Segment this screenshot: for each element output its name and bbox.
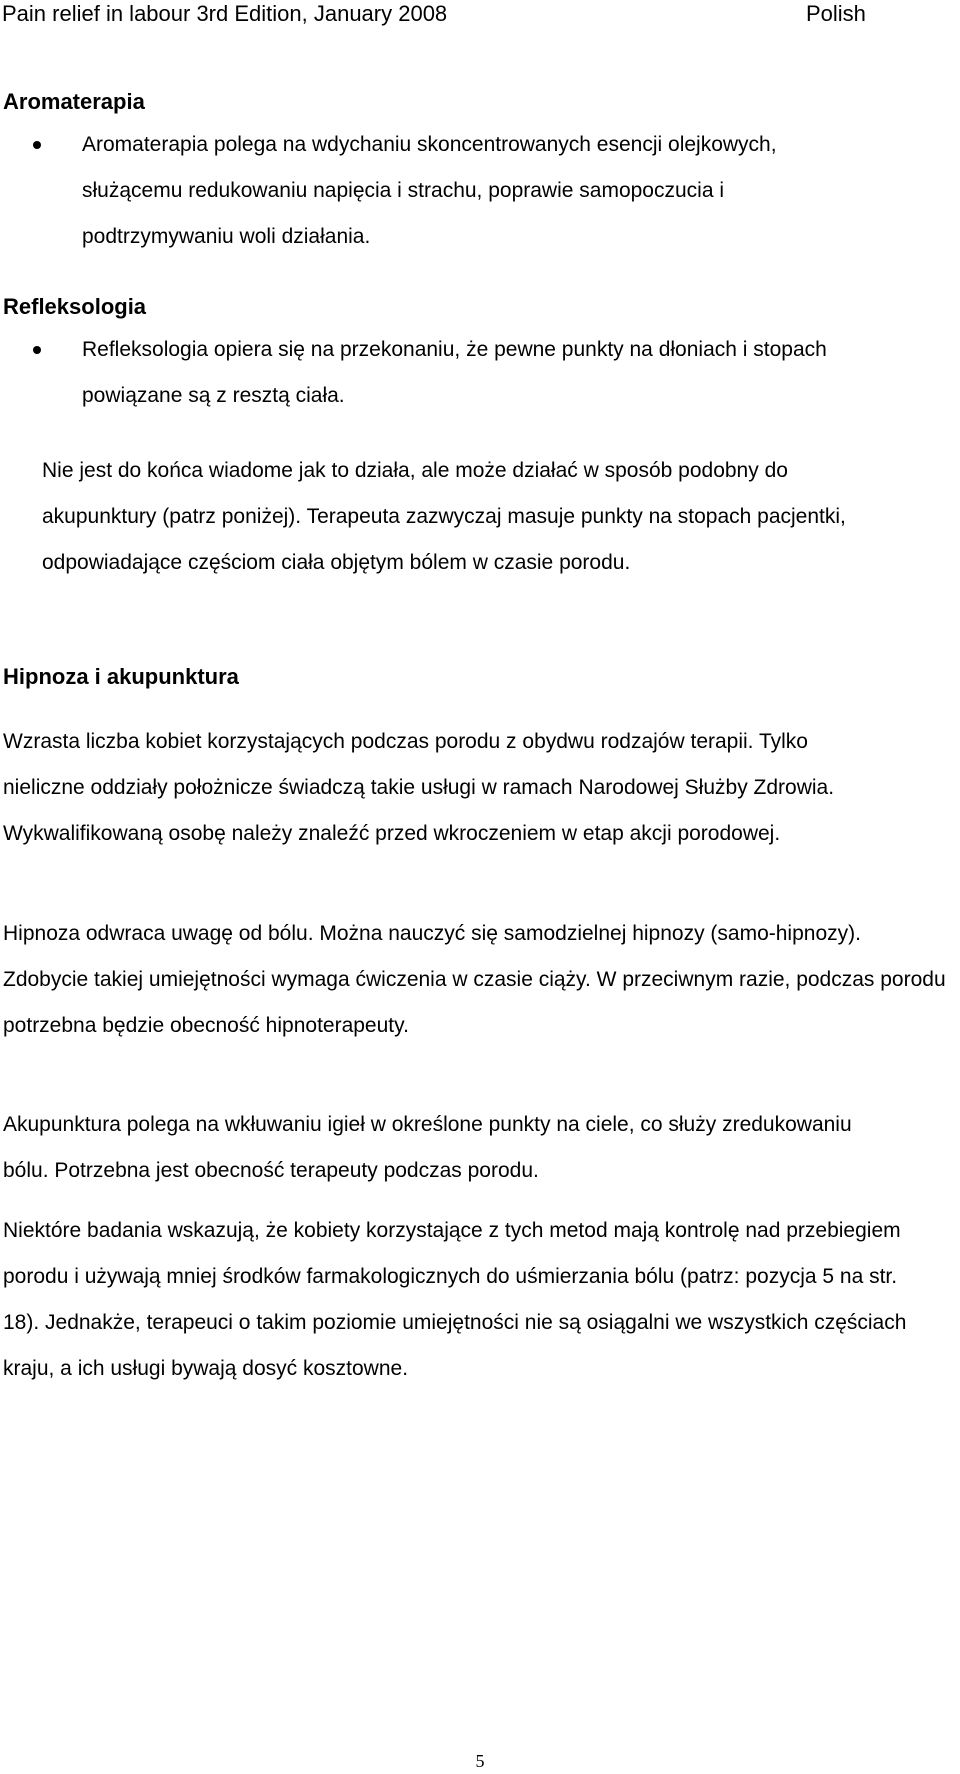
language-label: Polish <box>806 1 866 26</box>
hipnoza-paragraph-2: Hipnoza odwraca uwagę od bólu. Można nauczyć się samodzielnej hipnozy (samo-hipnozy). Zdobycie takiej umiejętności wymaga ćwiczenia w czasie ciąży. W przeciwnym razie, podczas porodu potrzebna będzie obecność hipnoterapeuty. <box>3 922 946 1037</box>
document-title: Pain relief in labour 3rd Edition, January 2008 <box>2 1 448 26</box>
page-number: 5 <box>475 1751 485 1771</box>
refleksologia-paragraph: Nie jest do końca wiadome jak to działa, ale może działać w sposób podobny do akupunktury (patrz poniżej). Terapeuta zazwyczaj masuje punkty na stopach pacjentki, odpowiadające częściom ciała objętym bólem w czasie porodu. <box>42 459 846 574</box>
aromaterapia-bullet-text: Aromaterapia polega na wdychaniu skoncentrowanych esencji olejkowych, służącemu redukowaniu napięcia i strachu, poprawie samopoczucia i podtrzymywaniu woli działania. <box>82 133 777 248</box>
hipnoza-paragraph-1: Wzrasta liczba kobiet korzystających podczas porodu z obydwu rodzajów terapii. Tylko nieliczne oddziały położnicze świadczą takie usługi w ramach Narodowej Służby Zdrowia. Wykwalifikowaną osobę należy znaleźć przed wkroczeniem w etap akcji porodowej. <box>3 730 835 845</box>
badania-paragraph: Niektóre badania wskazują, że kobiety korzystające z tych metod mają kontrolę nad przebiegiem porodu i używają mniej środków farmakologicznych do uśmierzania bólu (patrz: pozycja 5 na str. 18). Jednakże, terapeuci o takim poziomie umiejętności nie są osiągalni we wszystkich częściach kraju, a ich usługi bywają dosyć kosztowne. <box>3 1219 907 1380</box>
akupunktura-paragraph: Akupunktura polega na wkłuwaniu igieł w określone punkty na ciele, co służy zredukowaniu bólu. Potrzebna jest obecność terapeuty podczas porodu. <box>3 1113 852 1182</box>
bullet-icon <box>33 141 41 149</box>
page-header <box>0 0 960 30</box>
heading-refleksologia: Refleksologia <box>3 294 147 319</box>
heading-aromaterapia: Aromaterapia <box>3 89 145 114</box>
refleksologia-bullet-text: Refleksologia opiera się na przekonaniu, że pewne punkty na dłoniach i stopach powiązane są z resztą ciała. <box>82 338 827 407</box>
bullet-icon <box>33 346 41 354</box>
heading-hipnoza-akupunktura: Hipnoza i akupunktura <box>3 664 239 689</box>
